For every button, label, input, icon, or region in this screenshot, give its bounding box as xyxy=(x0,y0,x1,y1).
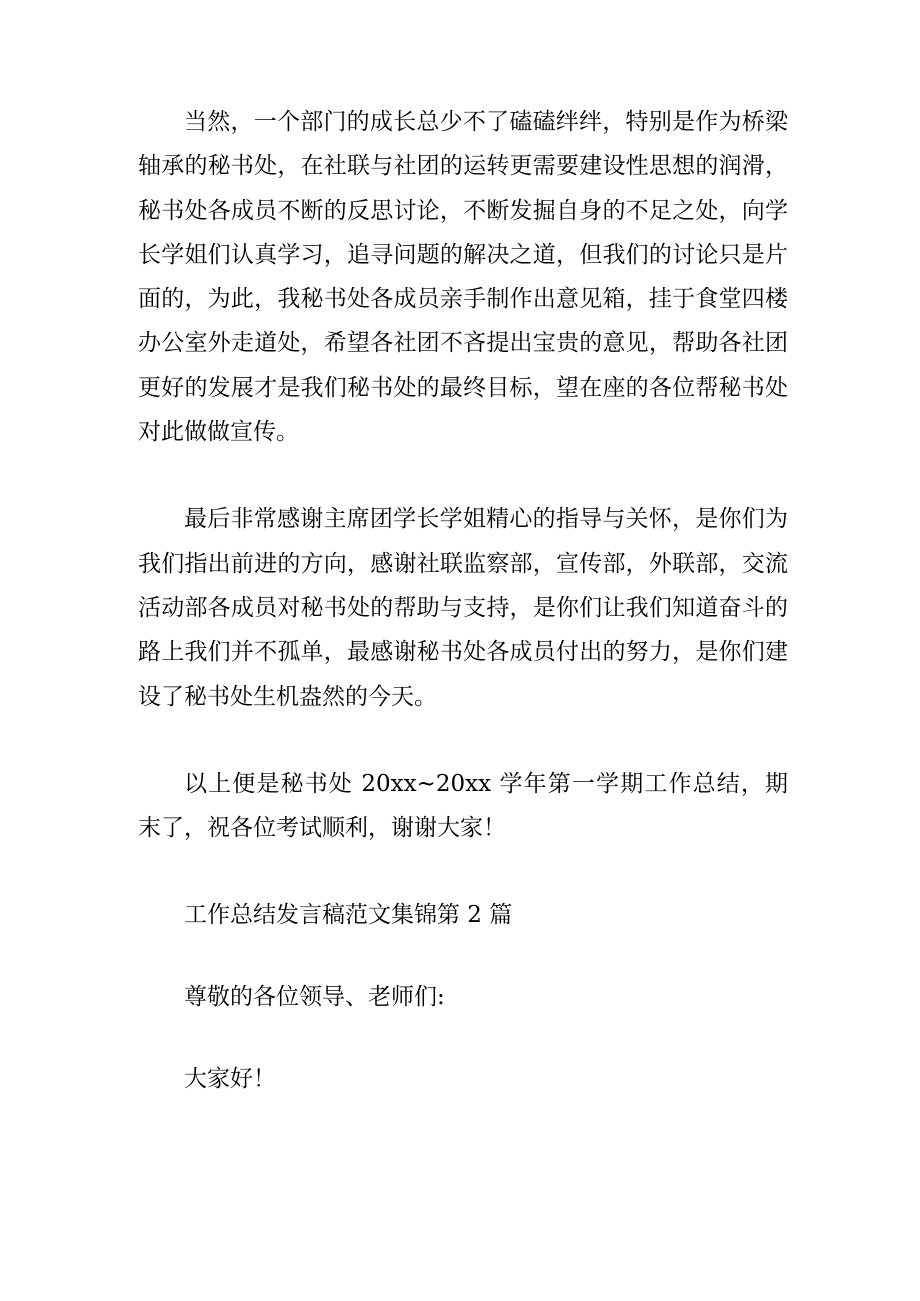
paragraph-thanks: 最后非常感谢主席团学长学姐精心的指导与关怀，是你们为我们指出前进的方向，感谢社联监察部，宣传部，外联部，交流活动部各成员对秘书处的帮助与支持，是你们让我们知道奋斗的路上我们并不孤单，最感谢秘书处各成员付出的努力，是你们建设了秘书处生机盎然的今天。 xyxy=(138,506,788,710)
salutation: 尊敬的各位领导、老师们: xyxy=(184,984,445,1011)
greeting: 大家好！ xyxy=(184,1066,276,1093)
paragraph-closing: 以上便是秘书处 20xx~20xx 学年第一学期工作总结，期末了，祝各位考试顺利，谢谢大家！ xyxy=(138,770,788,842)
paragraph-suggestion-box: 当然，一个部门的成长总少不了磕磕绊绊，特别是作为桥梁轴承的秘书处，在社联与社团的运转更需要建设性思想的润滑，秘书处各成员不断的反思讨论，不断发掘自身的不足之处，向学长学姐们认真学习，追寻问题的解决之道，但我们的讨论只是片面的，为此，我秘书处各成员亲手制作出意见箱，挂于食堂四楼办公室外走道处，希望各社团不吝提出宝贵的意见，帮助各社团更好的发展才是我们秘书处的最终目标，望在座的各位帮秘书处对此做做宣传。 xyxy=(138,109,788,446)
section-heading: 工作总结发言稿范文集锦第 2 篇 xyxy=(184,902,513,929)
